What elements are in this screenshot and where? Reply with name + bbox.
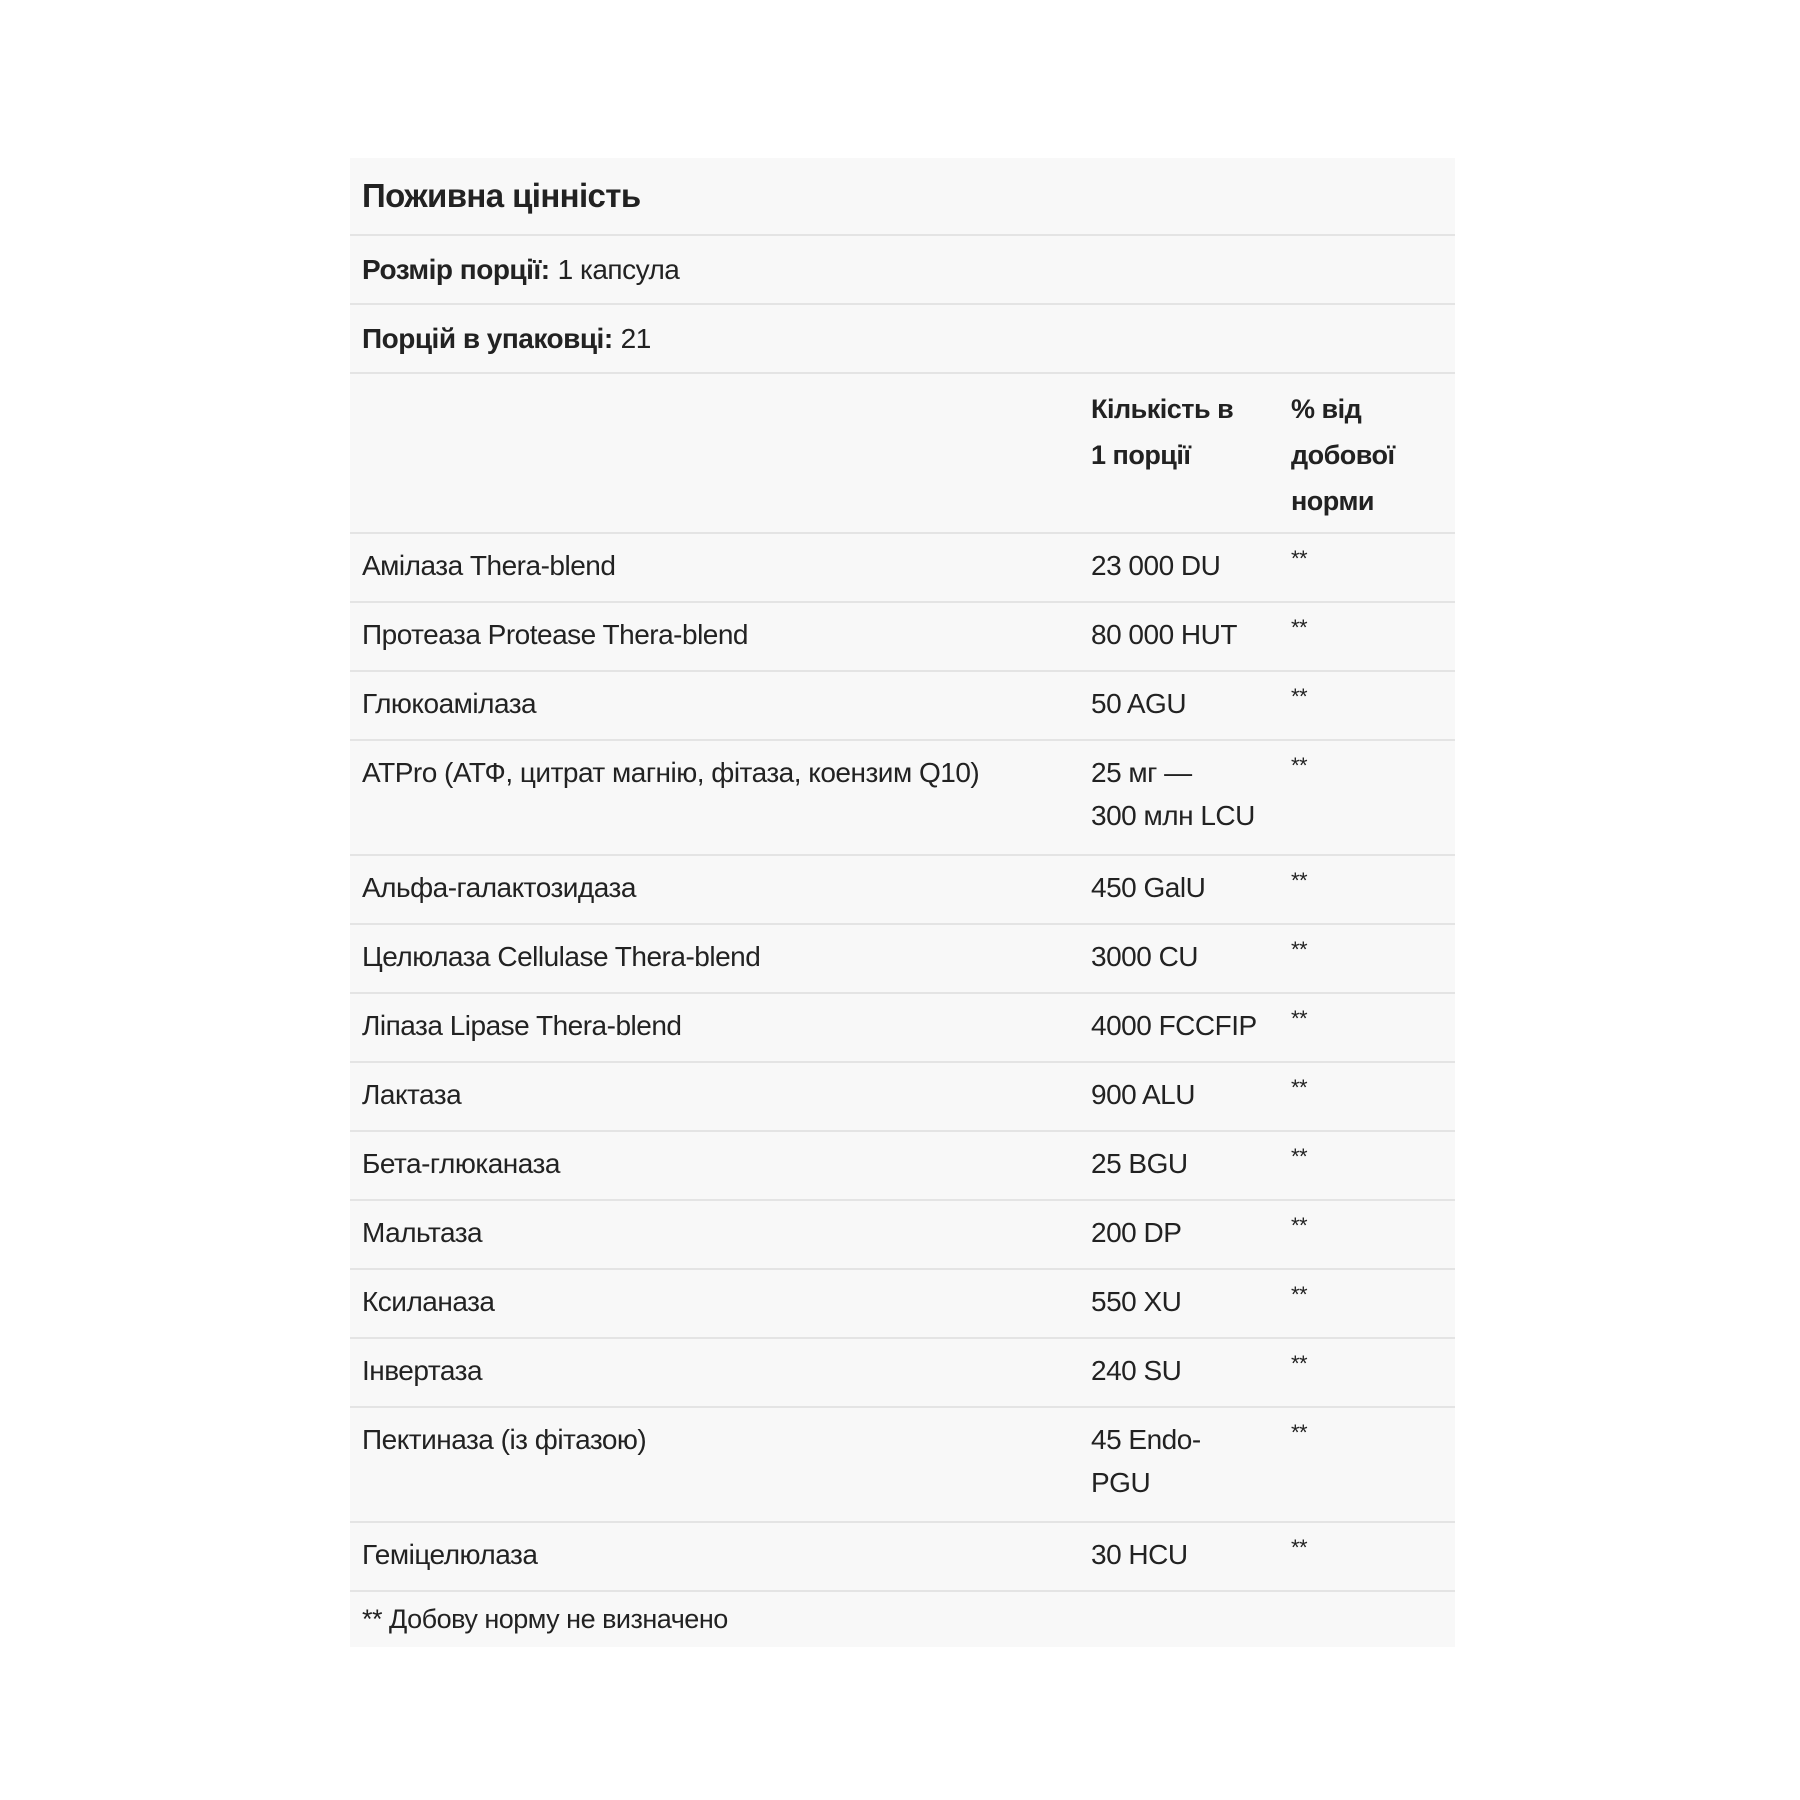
daily-value: ** (1291, 1282, 1308, 1307)
table-row (350, 741, 1455, 856)
table-row (350, 1063, 1455, 1132)
ingredient-name: Лактаза (362, 1079, 462, 1110)
amount-line: 50 AGU (1091, 688, 1187, 719)
footnote: ** Добову норму не визначено (362, 1604, 728, 1634)
daily-value: ** (1291, 868, 1308, 893)
amount-line: 300 млн LCU (1091, 800, 1255, 831)
servings-value: 21 (620, 322, 651, 354)
table-row (350, 856, 1455, 925)
ingredient-amount (1091, 1533, 1291, 1590)
nutrition-facts-table (350, 158, 1455, 1647)
ingredient-amount (1091, 613, 1291, 670)
servings-label: Порцій в упаковці: (362, 322, 613, 354)
ingredient-amount (1091, 1280, 1291, 1337)
ingredient-name: Амілаза Thera-blend (362, 550, 616, 581)
ingredient-name: Мальтаза (362, 1217, 483, 1248)
amount-line: 240 SU (1091, 1355, 1182, 1386)
amount-header-line: Кількість в (1091, 394, 1234, 424)
amount-header-line: 1 порції (1091, 440, 1191, 470)
daily-value: ** (1291, 1420, 1308, 1445)
daily-value: ** (1291, 615, 1308, 640)
ingredient-name: Целюлаза Cellulase Thera-blend (362, 941, 761, 972)
amount-line: 200 DP (1091, 1217, 1182, 1248)
amount-line: 550 XU (1091, 1286, 1182, 1317)
ingredient-name: Геміцелюлаза (362, 1539, 538, 1570)
ingredient-name: Пектиназа (із фітазою) (362, 1424, 647, 1455)
amount-column-header (1091, 386, 1291, 532)
amount-line: 45 Endo- (1091, 1424, 1201, 1455)
ingredient-amount (1091, 1142, 1291, 1199)
table-row (350, 925, 1455, 994)
table-row (350, 534, 1455, 603)
ingredient-rows (350, 534, 1455, 1592)
table-row (350, 603, 1455, 672)
daily-value: ** (1291, 1351, 1308, 1376)
daily-value: ** (1291, 684, 1308, 709)
serving-size-label: Розмір порції: (362, 253, 550, 285)
amount-line: 25 мг — (1091, 757, 1192, 788)
serving-size-row (350, 236, 1455, 305)
daily-value: ** (1291, 1075, 1308, 1100)
table-row (350, 1132, 1455, 1201)
ingredient-name: ATPro (АТФ, цитрат магнію, фітаза, коензим Q10) (362, 757, 980, 788)
dv-header-line: добової (1291, 440, 1395, 470)
amount-line: 25 BGU (1091, 1148, 1188, 1179)
ingredient-name: Інвертаза (362, 1355, 483, 1386)
column-header-row (350, 374, 1455, 534)
amount-line: 30 HCU (1091, 1539, 1188, 1570)
daily-value: ** (1291, 753, 1308, 778)
ingredient-amount (1091, 1418, 1291, 1521)
ingredient-column-header (350, 386, 1091, 532)
amount-line: 3000 CU (1091, 941, 1199, 972)
table-row (350, 1408, 1455, 1523)
daily-value: ** (1291, 937, 1308, 962)
ingredient-amount (1091, 682, 1291, 739)
ingredient-amount (1091, 1004, 1291, 1061)
ingredient-name: Альфа-галактозидаза (362, 872, 636, 903)
ingredient-amount (1091, 751, 1291, 854)
daily-value: ** (1291, 1213, 1308, 1238)
amount-line: PGU (1091, 1467, 1151, 1498)
table-row (350, 1270, 1455, 1339)
table-row (350, 1201, 1455, 1270)
table-row (350, 1339, 1455, 1408)
ingredient-amount (1091, 544, 1291, 601)
amount-line: 23 000 DU (1091, 550, 1221, 581)
daily-value: ** (1291, 1006, 1308, 1031)
dv-header-line: % від (1291, 394, 1362, 424)
ingredient-name: Ксиланаза (362, 1286, 495, 1317)
ingredient-name: Ліпаза Lipase Thera-blend (362, 1010, 682, 1041)
table-title: Поживна цінність (350, 158, 1455, 236)
ingredient-amount (1091, 1211, 1291, 1268)
daily-value: ** (1291, 546, 1308, 571)
daily-value-column-header (1291, 386, 1455, 532)
amount-line: 900 ALU (1091, 1079, 1195, 1110)
servings-per-container-row (350, 305, 1455, 374)
table-row (350, 672, 1455, 741)
amount-line: 80 000 HUT (1091, 619, 1237, 650)
daily-value: ** (1291, 1535, 1308, 1560)
daily-value: ** (1291, 1144, 1308, 1169)
table-row (350, 1523, 1455, 1592)
ingredient-name: Глюкоамілаза (362, 688, 537, 719)
ingredient-name: Бета-глюканаза (362, 1148, 560, 1179)
ingredient-amount (1091, 1073, 1291, 1130)
dv-header-line: норми (1291, 486, 1375, 516)
ingredient-amount (1091, 1349, 1291, 1406)
amount-line: 4000 FCCFIP (1091, 1010, 1257, 1041)
table-row (350, 994, 1455, 1063)
ingredient-amount (1091, 935, 1291, 992)
ingredient-amount (1091, 866, 1291, 923)
amount-line: 450 GalU (1091, 872, 1206, 903)
serving-size-value: 1 капсула (557, 253, 680, 285)
ingredient-name: Протеаза Protease Thera-blend (362, 619, 749, 650)
